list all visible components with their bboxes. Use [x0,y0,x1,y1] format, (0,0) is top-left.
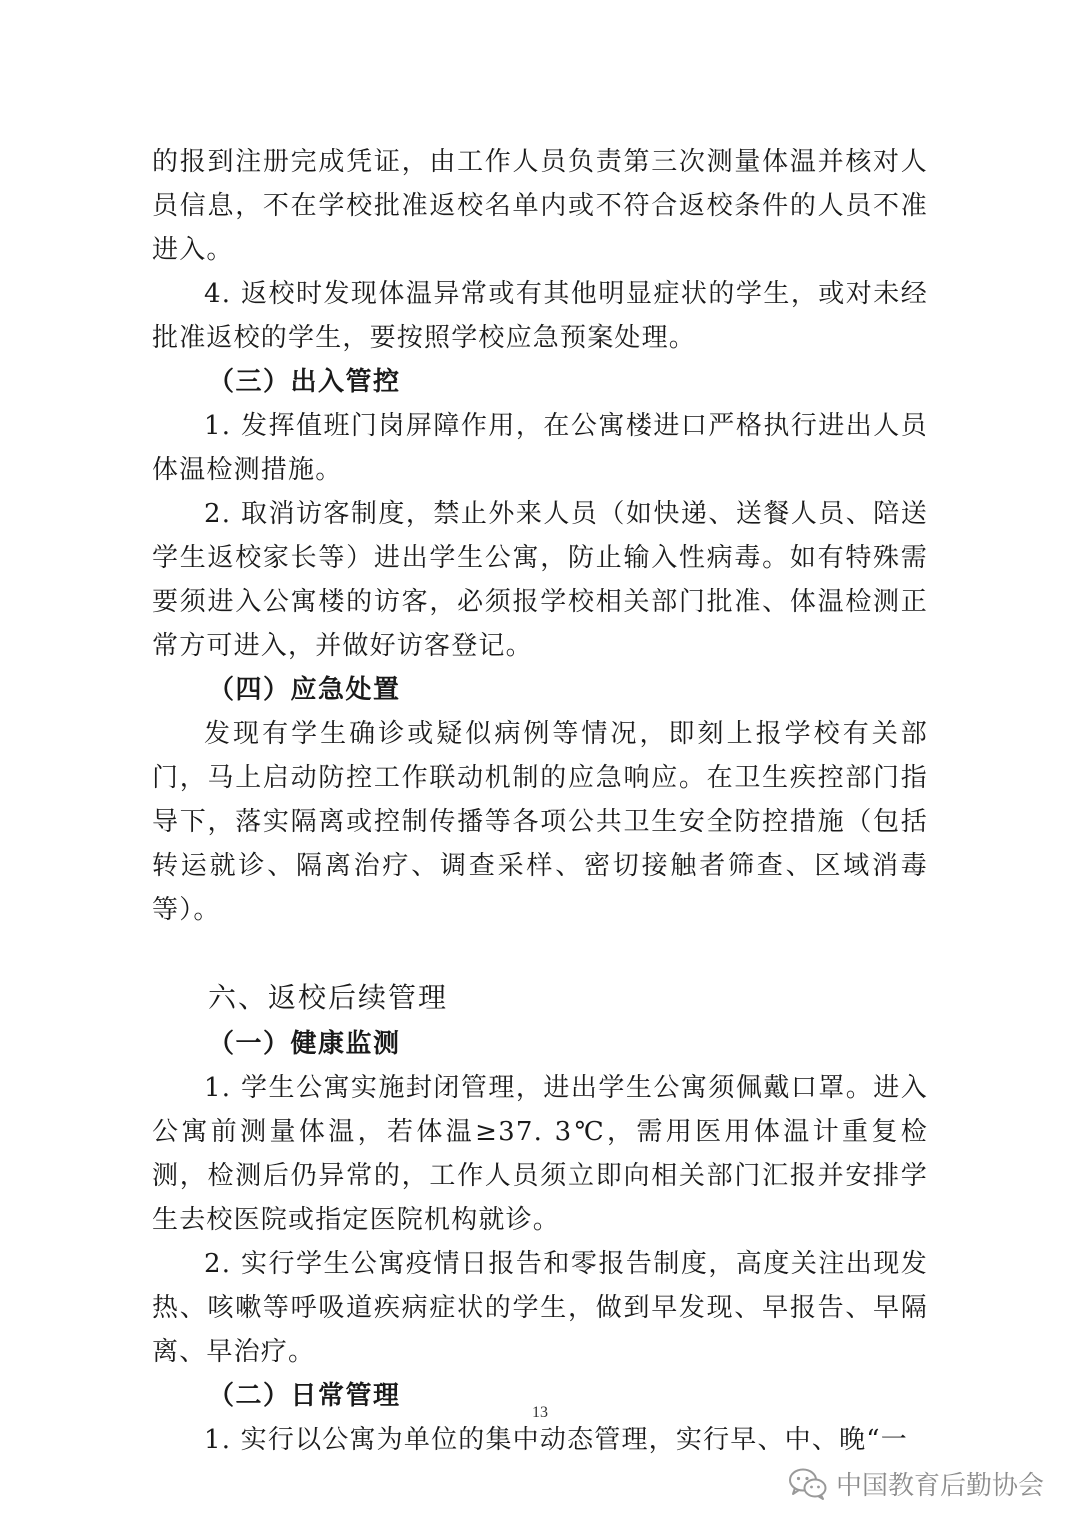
watermark-text: 中国教育后勤协会 [835,1471,1044,1501]
page-number: 13 [532,1404,548,1421]
subheading-emergency-response: （四）应急处置 [208,675,401,705]
paragraph-emergency: 发现有学生确诊或疑似病例等情况，即刻上报学校有关部门，马上启动防控工作联动机制的应急响应。在卫生疾控部门指导下，落实隔离或控制传播等各项公共卫生安全防控措施（包括转运就诊、隔离治疗、调查采样、密切接触者筛查、区域消毒等）。 [152,719,928,925]
subheading-daily-management: （二）日常管理 [208,1381,401,1411]
paragraph-entry-1: 1. 发挥值班门岗屏障作用，在公寓楼进口严格执行进出人员体温检测措施。 [152,411,928,485]
paragraph-item-4: 4. 返校时发现体温异常或有其他明显症状的学生，或对未经批准返校的学生，要按照学校应急预案处理。 [152,279,928,353]
paragraph-daily-1: 1. 实行以公寓为单位的集中动态管理，实行早、中、晚“一 [204,1425,908,1455]
wechat-icon [788,1467,828,1501]
section-heading-follow-up: 六、返校后续管理 [208,981,449,1014]
document-body [152,140,928,1462]
watermark [788,1465,1044,1502]
paragraph-continuation: 的报到注册完成凭证，由工作人员负责第三次测量体温并核对人员信息，不在学校批准返校名单内或不符合返校条件的人员不准进入。 [152,147,928,265]
subheading-entry-exit-control: （三）出入管控 [208,367,401,397]
paragraph-health-1: 1. 学生公寓实施封闭管理，进出学生公寓须佩戴口罩。进入公寓前测量体温，若体温≥37. 3℃，需用医用体温计重复检测，检测后仍异常的，工作人员须立即向相关部门汇报并安排学生去校医院或指定医院机构就诊。 [152,1073,928,1235]
paragraph-entry-2: 2. 取消访客制度，禁止外来人员（如快递、送餐人员、陪送学生返校家长等）进出学生公寓，防止输入性病毒。如有特殊需要须进入公寓楼的访客，必须报学校相关部门批准、体温检测正常方可进入，并做好访客登记。 [152,499,928,661]
paragraph-health-2: 2. 实行学生公寓疫情日报告和零报告制度，高度关注出现发热、咳嗽等呼吸道疾病症状的学生，做到早发现、早报告、早隔离、早治疗。 [152,1249,928,1367]
subheading-health-monitoring: （一）健康监测 [208,1029,401,1059]
